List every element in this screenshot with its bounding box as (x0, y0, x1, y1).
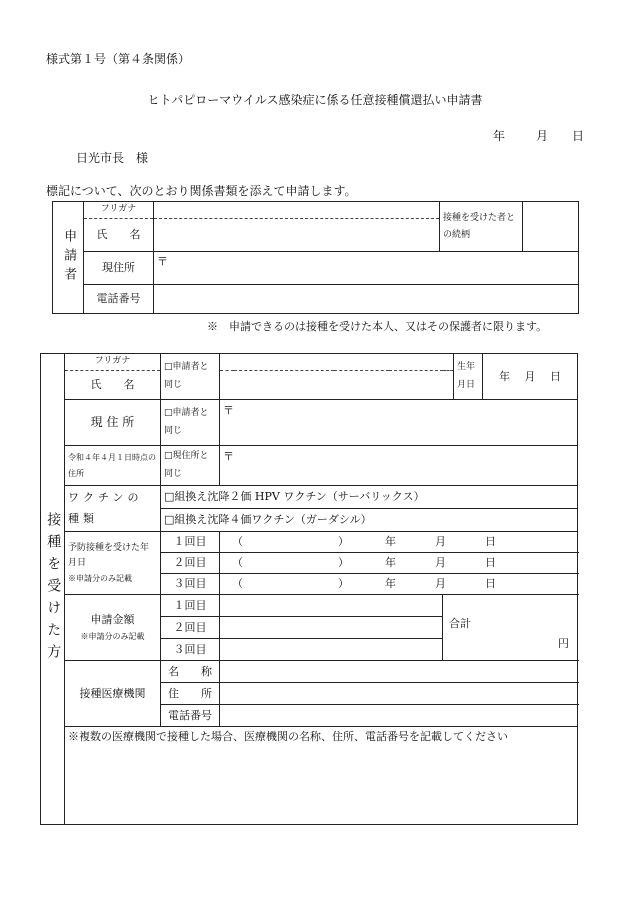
applicant-address-label: 現住所 (84, 252, 154, 285)
reiwa-postal-mark: 〒 (223, 450, 234, 463)
vaccination-date-label: 予防接種を受けた年月日 (68, 542, 150, 569)
applicant-relation-input[interactable] (523, 202, 579, 252)
dose-1-date-input[interactable] (220, 532, 578, 553)
intro-text: 標記について、次のとおり関係書類を添えて申請します。 (46, 184, 357, 198)
clinic-note-area[interactable] (65, 727, 578, 825)
total-unit: 円 (558, 637, 570, 650)
recipient-same-applicant-checkbox[interactable]: □申請者と同じ (161, 354, 220, 400)
vaccine-option-2[interactable]: □組換え沈降４価ワクチン（ガーダシル） (161, 509, 578, 532)
form-number: 様式第１号（第４条関係） (46, 52, 191, 66)
dose-3-label: ３回目 (161, 574, 220, 595)
applicant-table (52, 201, 579, 314)
amount-note: ※申請分のみ記載 (80, 632, 145, 642)
amount-row-2-label: ２回目 (161, 617, 220, 639)
reiwa-address-input[interactable] (220, 446, 578, 486)
total-amount-cell[interactable] (443, 595, 578, 661)
vaccination-date-label-cell (65, 532, 161, 595)
dose-1-label: １回目 (161, 532, 220, 553)
recipient-address-input[interactable] (220, 400, 578, 446)
dose-1-year: 年 (385, 535, 396, 548)
recipient-birth-label: 生年月日 (454, 354, 483, 400)
clinic-name-label: 名 称 (161, 661, 220, 683)
reiwa-same-checkbox[interactable]: □現住所と同じ (161, 446, 220, 486)
clinic-phone-label: 電話番号 (161, 705, 220, 727)
clinic-address-label: 住 所 (161, 683, 220, 705)
applicant-furigana-label: フリガナ (84, 202, 154, 219)
amount-row-1-label: １回目 (161, 595, 220, 617)
amount-label: 申請金額 (90, 613, 135, 627)
recipient-furigana-input[interactable] (220, 354, 454, 371)
recipient-name-label: 氏 名 (65, 371, 161, 400)
recipient-address-same-checkbox[interactable]: □申請者と同じ (161, 400, 220, 446)
recipient-name-input[interactable] (220, 371, 454, 400)
applicant-postal-mark: 〒 (157, 255, 168, 268)
clinic-name-input[interactable] (220, 661, 578, 683)
addressee: 日光市長 様 (76, 151, 149, 165)
recipient-furigana-label: フリガナ (65, 354, 161, 371)
dose-3-day: 日 (485, 577, 496, 590)
dose-3-close-paren: ） (338, 577, 349, 590)
date-month: 月 (536, 129, 549, 143)
dose-3-month: 月 (435, 577, 446, 590)
total-label: 合計 (449, 617, 471, 630)
dose-3-date-input[interactable] (220, 574, 578, 595)
clinic-note: ※複数の医療機関で接種した場合、医療機関の名称、住所、電話番号を記載してください (68, 730, 508, 743)
vaccine-option-1[interactable]: □組換え沈降２価 HPV ワクチン（サーバリックス） (161, 486, 578, 509)
page-title: ヒトパピローマウイルス感染症に係る任意接種償還払い申請書 (147, 93, 483, 107)
dose-1-close-paren: ） (338, 535, 349, 548)
date-day: 日 (572, 129, 585, 143)
dose-2-close-paren: ） (338, 556, 349, 569)
dose-2-day: 日 (485, 556, 496, 569)
dose-2-open-paren: （ (232, 556, 243, 569)
vaccine-type-label: ワクチンの種類 (65, 486, 161, 532)
dose-1-month: 月 (435, 535, 446, 548)
recipient-table (40, 353, 578, 825)
applicant-note: ※ 申請できるのは接種を受けた本人、又はその保護者に限ります。 (207, 320, 548, 333)
clinic-address-input[interactable] (220, 683, 578, 705)
applicant-phone-label: 電話番号 (84, 285, 154, 314)
dose-3-year: 年 (385, 577, 396, 590)
dose-2-month: 月 (435, 556, 446, 569)
reiwa-address-label: 令和４年４月１日時点の住所 (65, 446, 161, 486)
dose-1-day: 日 (485, 535, 496, 548)
recipient-postal-mark: 〒 (223, 404, 234, 417)
clinic-label: 接種医療機関 (65, 661, 161, 727)
applicant-address-input[interactable] (154, 252, 579, 285)
clinic-phone-input[interactable] (220, 705, 578, 727)
recipient-address-label: 現 住 所 (65, 400, 161, 446)
recipient-birth-date[interactable]: 年 月 日 (483, 354, 578, 400)
vaccination-date-note: ※申請分のみ記載 (68, 573, 132, 583)
amount-label-cell (65, 595, 161, 661)
amount-row-1-input[interactable] (220, 595, 443, 617)
applicant-relation-label: 接種を受けた者との続柄 (440, 202, 523, 252)
amount-row-3-input[interactable] (220, 639, 443, 661)
dose-2-label: ２回目 (161, 553, 220, 574)
dose-2-year: 年 (385, 556, 396, 569)
dose-3-open-paren: （ (232, 577, 243, 590)
amount-row-2-input[interactable] (220, 617, 443, 639)
dose-1-open-paren: （ (232, 535, 243, 548)
applicant-name-label: 氏 名 (84, 219, 154, 252)
recipient-side-label: 接種を受けた方 (41, 354, 65, 825)
applicant-side-label: 申請者 (53, 202, 84, 314)
applicant-furigana-input[interactable] (154, 202, 440, 219)
dose-2-date-input[interactable] (220, 553, 578, 574)
amount-row-3-label: ３回目 (161, 639, 220, 661)
applicant-name-input[interactable] (154, 219, 440, 252)
applicant-phone-input[interactable] (154, 285, 579, 314)
date-year: 年 (493, 129, 506, 143)
